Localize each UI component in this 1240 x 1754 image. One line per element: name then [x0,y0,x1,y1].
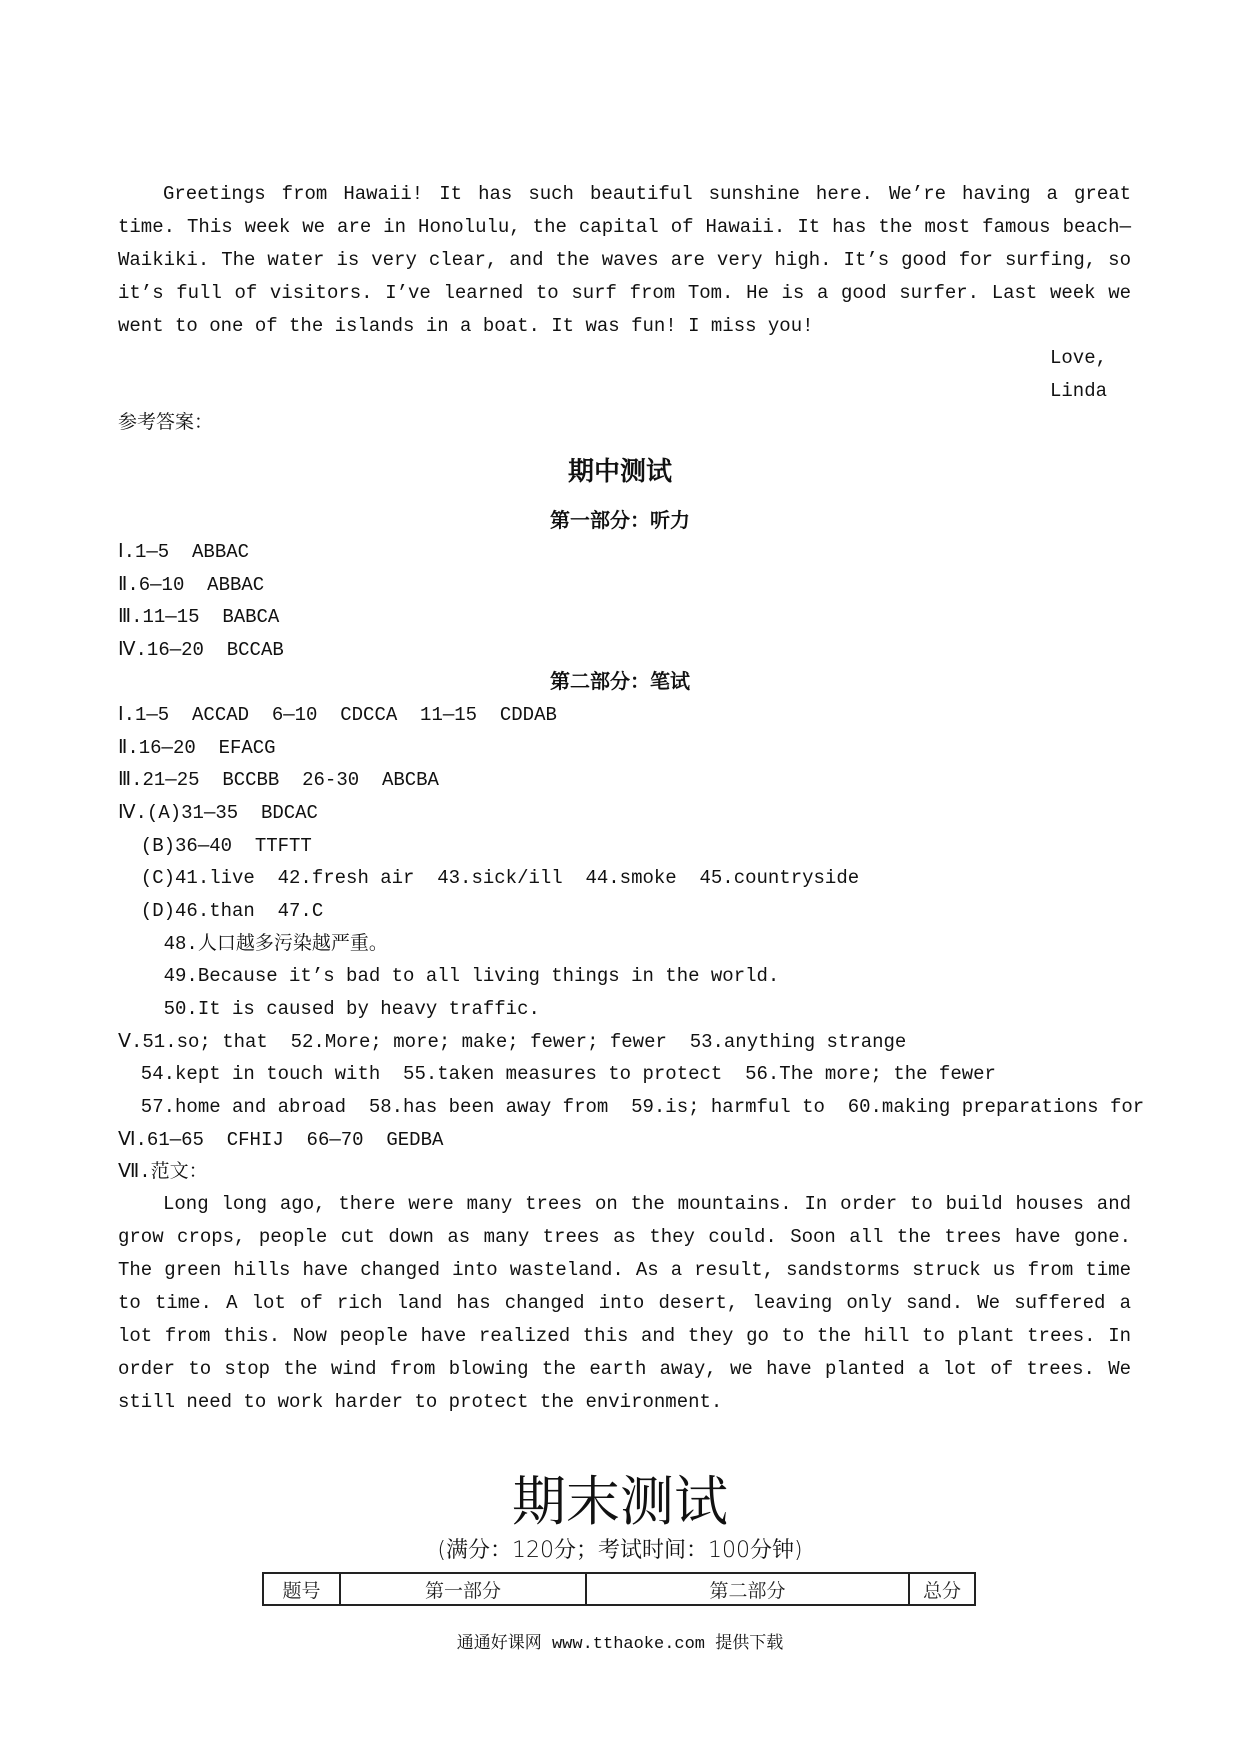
written-answer-line: Ⅰ.1—5 ACCAD 6—10 CDCCA 11—15 CDDAB [118,704,557,726]
listening-answer-2: Ⅱ.6—10 ABBAC [118,574,265,596]
written-answer-line: (C)41.live 42.fresh air 43.sick/ill 44.smoke 45.countryside [118,867,860,889]
midterm-part2-title: 第二部分：笔试 [550,669,690,693]
written-answer-line: 50.It is caused by heavy traffic. [118,998,540,1020]
midterm-part1-title: 第一部分：听力 [550,508,690,532]
score-table-header: 总分 [909,1573,975,1605]
written-answer-line: Ⅶ.范文： [118,1161,208,1183]
score-table-header: 第一部分 [340,1573,586,1605]
written-answer-line: (B)36—40 TTFTT [118,835,312,857]
reference-label: 参考答案： [118,412,214,434]
written-answer-line: Ⅱ.16—20 EFACG [118,737,276,759]
listening-answer-1: Ⅰ.1—5 ABBAC [118,541,250,563]
final-title: 期末测试 [512,1470,728,1533]
score-table-header-row [263,1573,975,1605]
listening-answer-3: Ⅲ.11—15 BABCA [118,606,280,628]
written-answer-line: Ⅳ.(A)31—35 BDCAC [118,802,318,824]
midterm-title: 期中测试 [567,457,672,487]
score-table-header: 题号 [263,1573,340,1605]
score-table [262,1572,976,1606]
written-answer-line: Ⅵ.61—65 CFHIJ 66—70 GEDBA [118,1129,444,1151]
letter-signature: Linda [1050,380,1108,402]
final-subtitle: (满分：120分；考试时间：100分钟) [437,1538,803,1563]
written-answer-line: 48.人口越多污染越严重。 [118,933,388,955]
written-answer-line: Ⅴ.51.so; that 52.More; more; make; fewer; fewer 53.anything strange [118,1031,907,1053]
model-essay: Long long ago, there were many trees on the mountains. In order to build houses and grow crops, people cut down as many trees as they could. Soon all the trees have gone. The green hills have changed into wasteland. As a result, sandstorms struck us from time to time. A lot of rich land has changed into desert, leaving only sand. We suffered a lot from this. Now people have realized this and they go to the hill to plant trees. In order to stop the wind from blowing the earth away, we have planted a lot of trees. We still need to work harder to protect the environment. [118,1193,1131,1413]
written-answer-line: (D)46.than 47.C [118,900,324,922]
letter-body: Greetings from Hawaii! It has such beautiful sunshine here. We’re having a great time. This week we are in Honolulu, the capital of Hawaii. It has the most famous beach—Waikiki. The water is very clear, and the waves are very high. It’s good for surfing, so it’s full of visitors. I’ve learned to surf from Tom. He is a good surfer. Last week we went to one of the islands in a boat. It was fun! I miss you! [118,183,1131,337]
written-answer-line: 54.kept in touch with 55.taken measures to protect 56.The more; the fewer [118,1063,996,1085]
listening-answer-4: Ⅳ.16—20 BCCAB [118,639,284,661]
written-answer-line: 57.home and abroad 58.has been away from 59.is; harmful to 60.making preparations for [118,1096,1145,1118]
page-footer: 通通好课网 www.tthaoke.com 提供下载 [456,1635,784,1654]
letter-closing: Love, [1050,347,1108,369]
written-answer-line: 49.Because it’s bad to all living things in the world. [118,965,780,987]
score-table-header: 第二部分 [586,1573,909,1605]
written-answer-line: Ⅲ.21—25 BCCBB 26-30 ABCBA [118,769,439,791]
